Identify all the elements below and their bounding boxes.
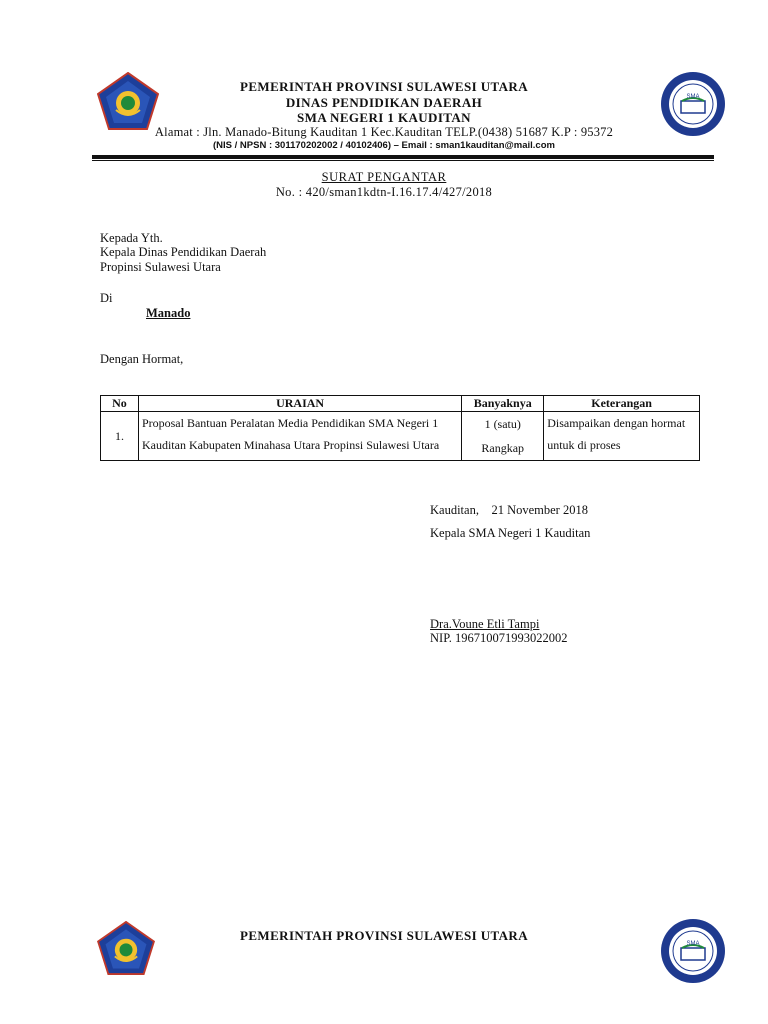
school-seal-icon — [660, 918, 726, 984]
letter-number: No. : 420/sman1kdtn-I.16.17.4/427/2018 — [275, 185, 493, 199]
seal-inner-text: SMA — [686, 94, 700, 100]
header-line-1: PEMERINTAH PROVINSI SULAWESI UTARA — [240, 79, 528, 94]
table-header-row — [101, 396, 700, 412]
signer-position: Kepala SMA Negeri 1 Kauditan — [430, 526, 591, 540]
header-no: No — [101, 396, 139, 412]
items-table — [100, 395, 700, 461]
header-keterangan: Keterangan — [544, 396, 700, 412]
header-banyaknya: Banyaknya — [462, 396, 544, 412]
footer-line-1: PEMERINTAH PROVINSI SULAWESI UTARA — [240, 928, 528, 943]
cell-banyaknya: 1 (satu) Rangkap — [462, 412, 544, 461]
place-date: Kauditan, 21 November 2018 — [430, 503, 588, 517]
cell-no: 1. — [101, 412, 139, 461]
header-nis-email: (NIS / NPSN : 301170202002 / 40102406) – Email : sman1kauditan@mail.com — [213, 140, 555, 151]
header-address: Alamat : Jln. Manado-Bitung Kauditan 1 Kec.Kauditan TELP.(0438) 51687 K.P : 95372 — [154, 125, 614, 139]
di-label: Di — [100, 291, 113, 305]
recipient-line-3: Propinsi Sulawesi Utara — [100, 260, 221, 274]
table-row — [101, 412, 700, 461]
header-line-3: SMA NEGERI 1 KAUDITAN — [297, 110, 471, 125]
header-divider-thin — [92, 160, 714, 161]
signer-name: Dra.Voune Etli Tampi — [430, 617, 540, 631]
letter-title: SURAT PENGANTAR — [321, 170, 447, 184]
recipient-line-2: Kepala Dinas Pendidikan Daerah — [100, 245, 267, 259]
header-line-2: DINAS PENDIDIKAN DAERAH — [285, 95, 483, 110]
header-divider-thick — [92, 155, 714, 159]
signer-nip: NIP. 196710071993022002 — [430, 631, 568, 645]
recipient-city: Manado — [146, 306, 191, 320]
cell-keterangan: Disampaikan dengan hormat untuk di proses — [544, 412, 700, 461]
recipient-line-1: Kepada Yth. — [100, 231, 163, 245]
seal-inner-text: SMA — [686, 941, 700, 947]
header-uraian: URAIAN — [138, 396, 461, 412]
greeting: Dengan Hormat, — [100, 352, 184, 366]
cell-uraian: Proposal Bantuan Peralatan Media Pendidikan SMA Negeri 1 Kauditan Kabupaten Minahasa Utara Propinsi Sulawesi Utara — [138, 412, 461, 461]
